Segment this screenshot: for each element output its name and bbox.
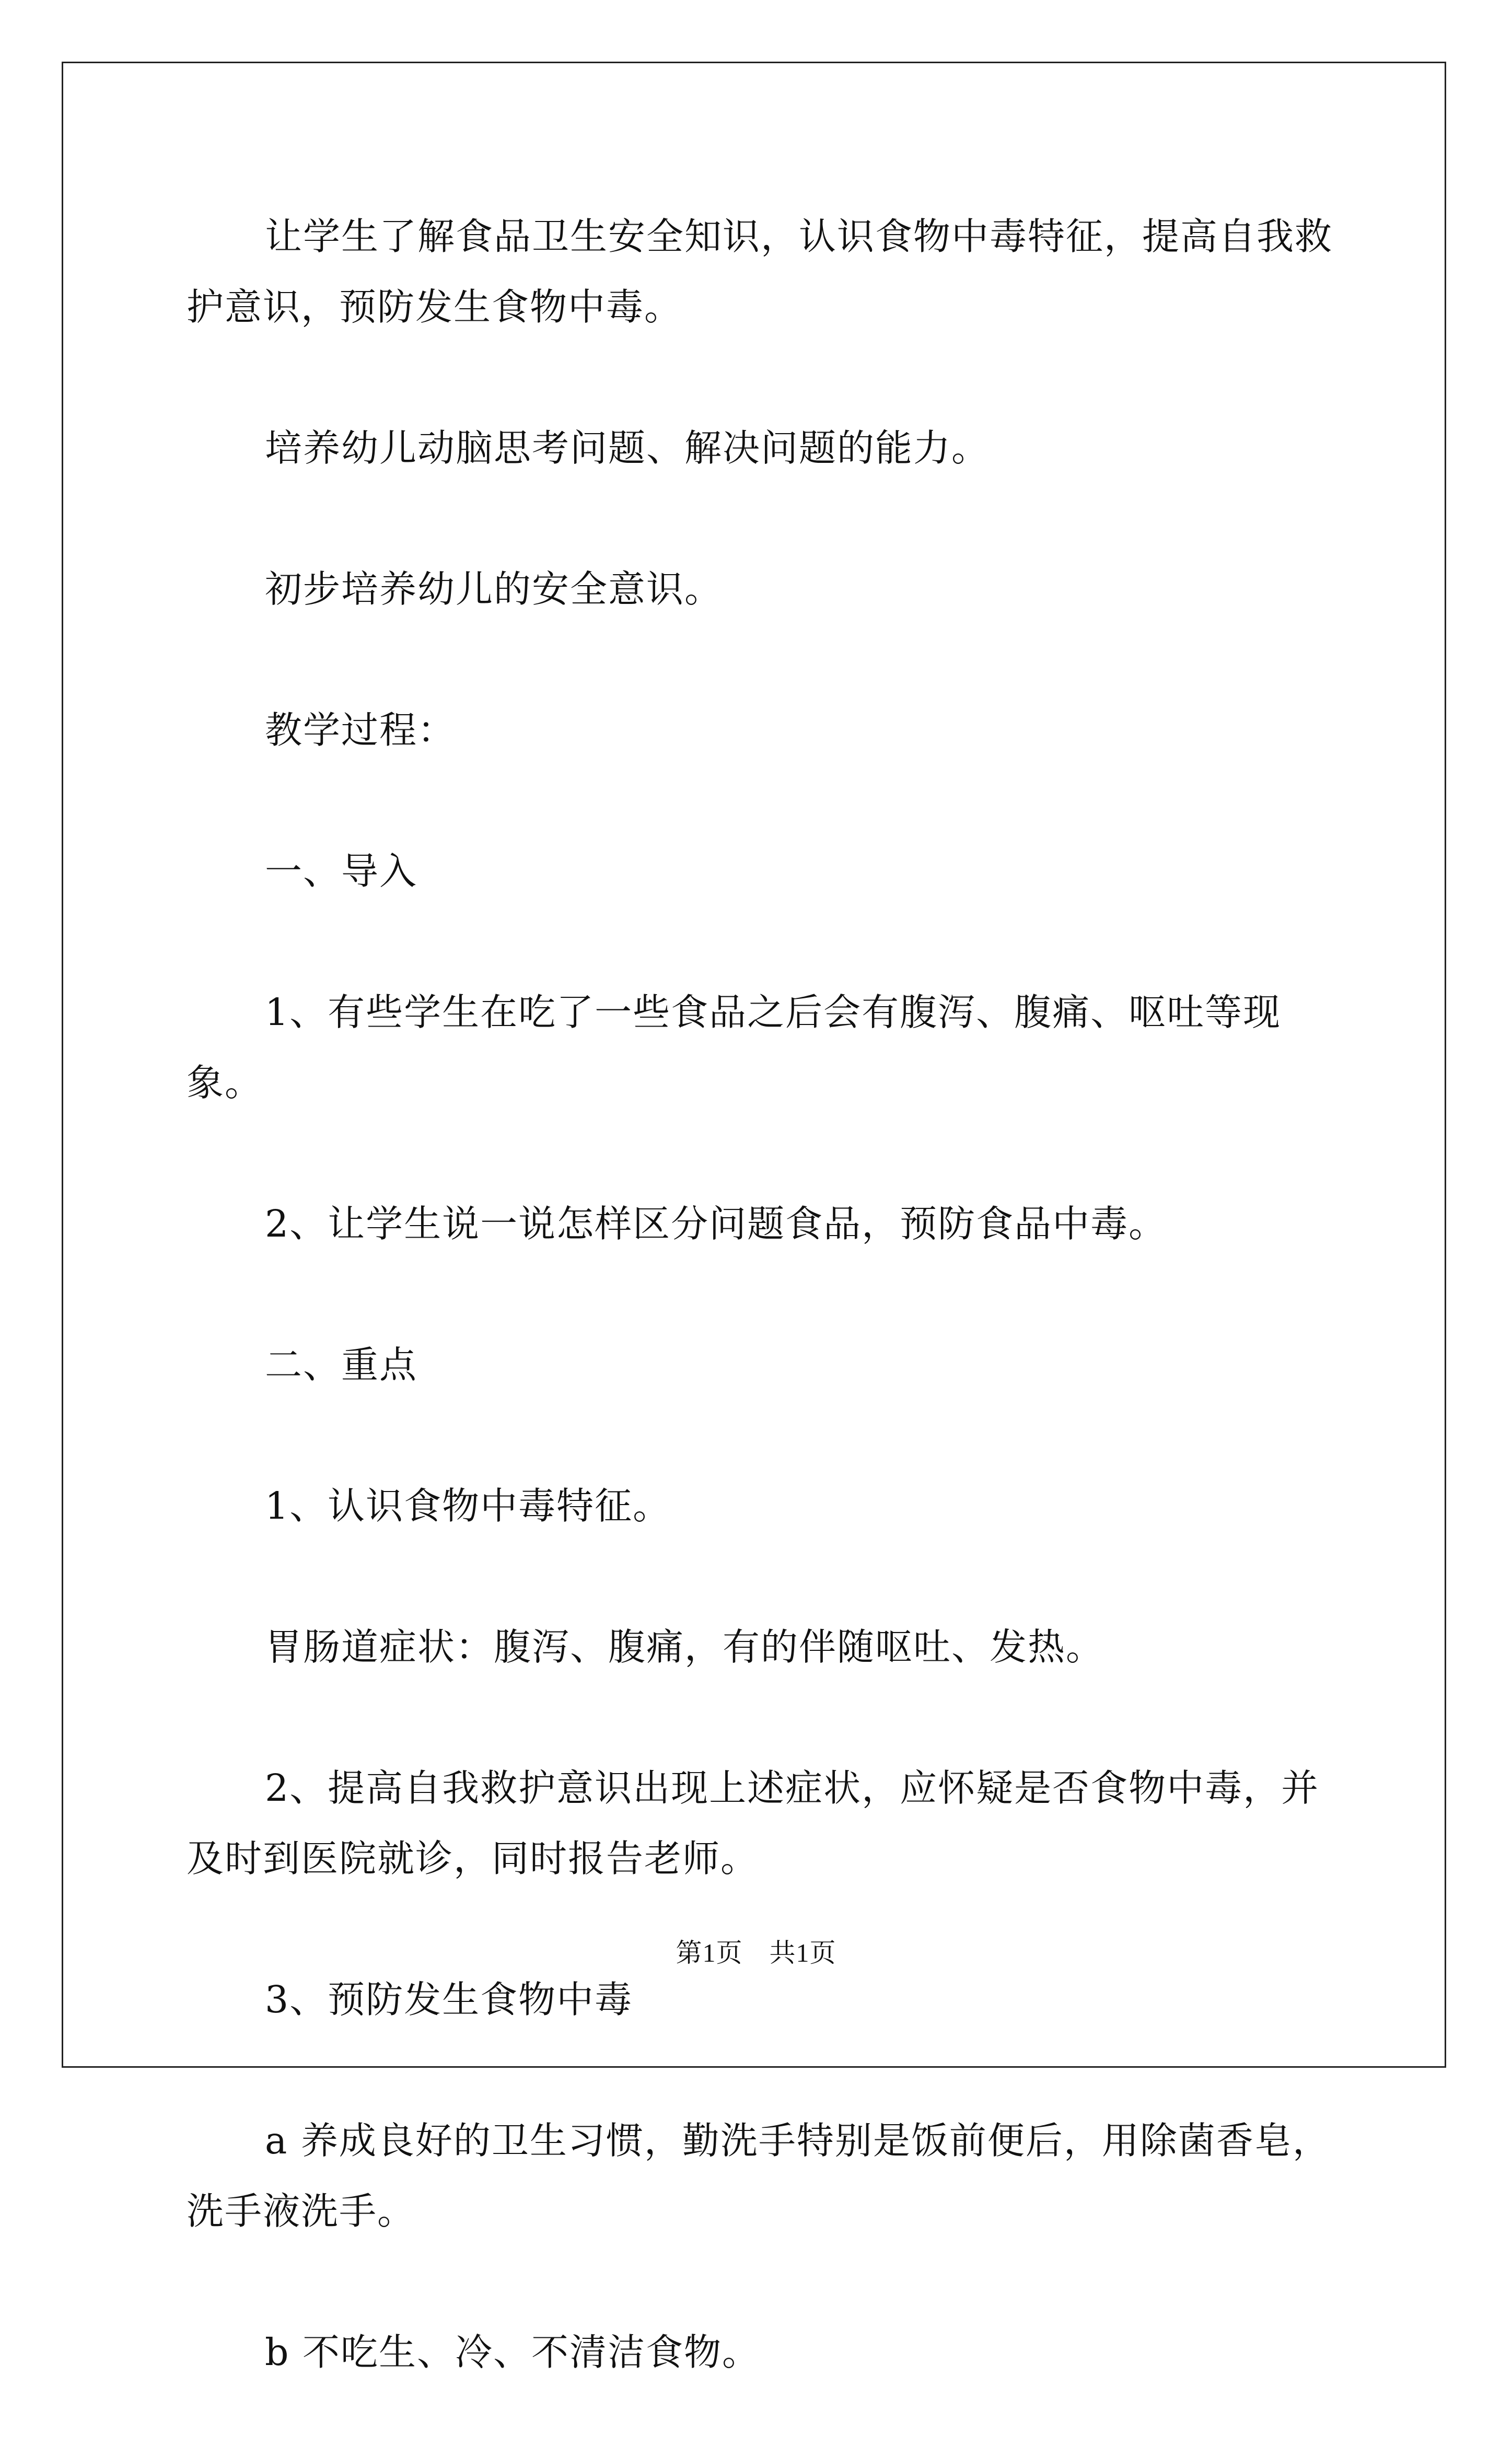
paragraph: 胃肠道症状：腹泻、腹痛，有的伴随呕吐、发热。 (265, 1625, 1104, 1669)
paragraph: 培养幼儿动脑思考问题、解决问题的能力。 (265, 426, 990, 470)
paragraph: 1、有些学生在吃了一些食品之后会有腹泻、腹痛、呕吐等现象。 (187, 991, 1282, 1104)
paragraph: 2、让学生说一说怎样区分问题食品，预防食品中毒。 (265, 1202, 1167, 1245)
page-number-footer: 第1页 共1页 (676, 1938, 836, 1967)
paragraph: 2、提高自我救护意识出现上述症状，应怀疑是否食物中毒，并及时到医院就诊，同时报告老师。 (187, 1766, 1320, 1880)
paragraph: 初步培养幼儿的安全意识。 (265, 567, 723, 611)
paragraph: a 养成良好的卫生习惯，勤洗手特别是饭前便后，用除菌香皂，洗手液洗手。 (187, 2119, 1331, 2233)
paragraph: 1、认识食物中毒特征。 (265, 1484, 671, 1528)
document-body (187, 201, 1346, 2458)
paragraph: 让学生了解食品卫生安全知识，认识食物中毒特征，提高自我救护意识，预防发生食物中毒。 (187, 215, 1333, 329)
paragraph: b 不吃生、冷、不清洁食物。 (265, 2331, 761, 2374)
section-heading: 教学过程： (265, 708, 456, 752)
section-heading: 二、重点 (265, 1343, 418, 1387)
paragraph: 3、预防发生食物中毒 (265, 1978, 633, 2021)
section-heading: 一、导入 (265, 849, 418, 893)
